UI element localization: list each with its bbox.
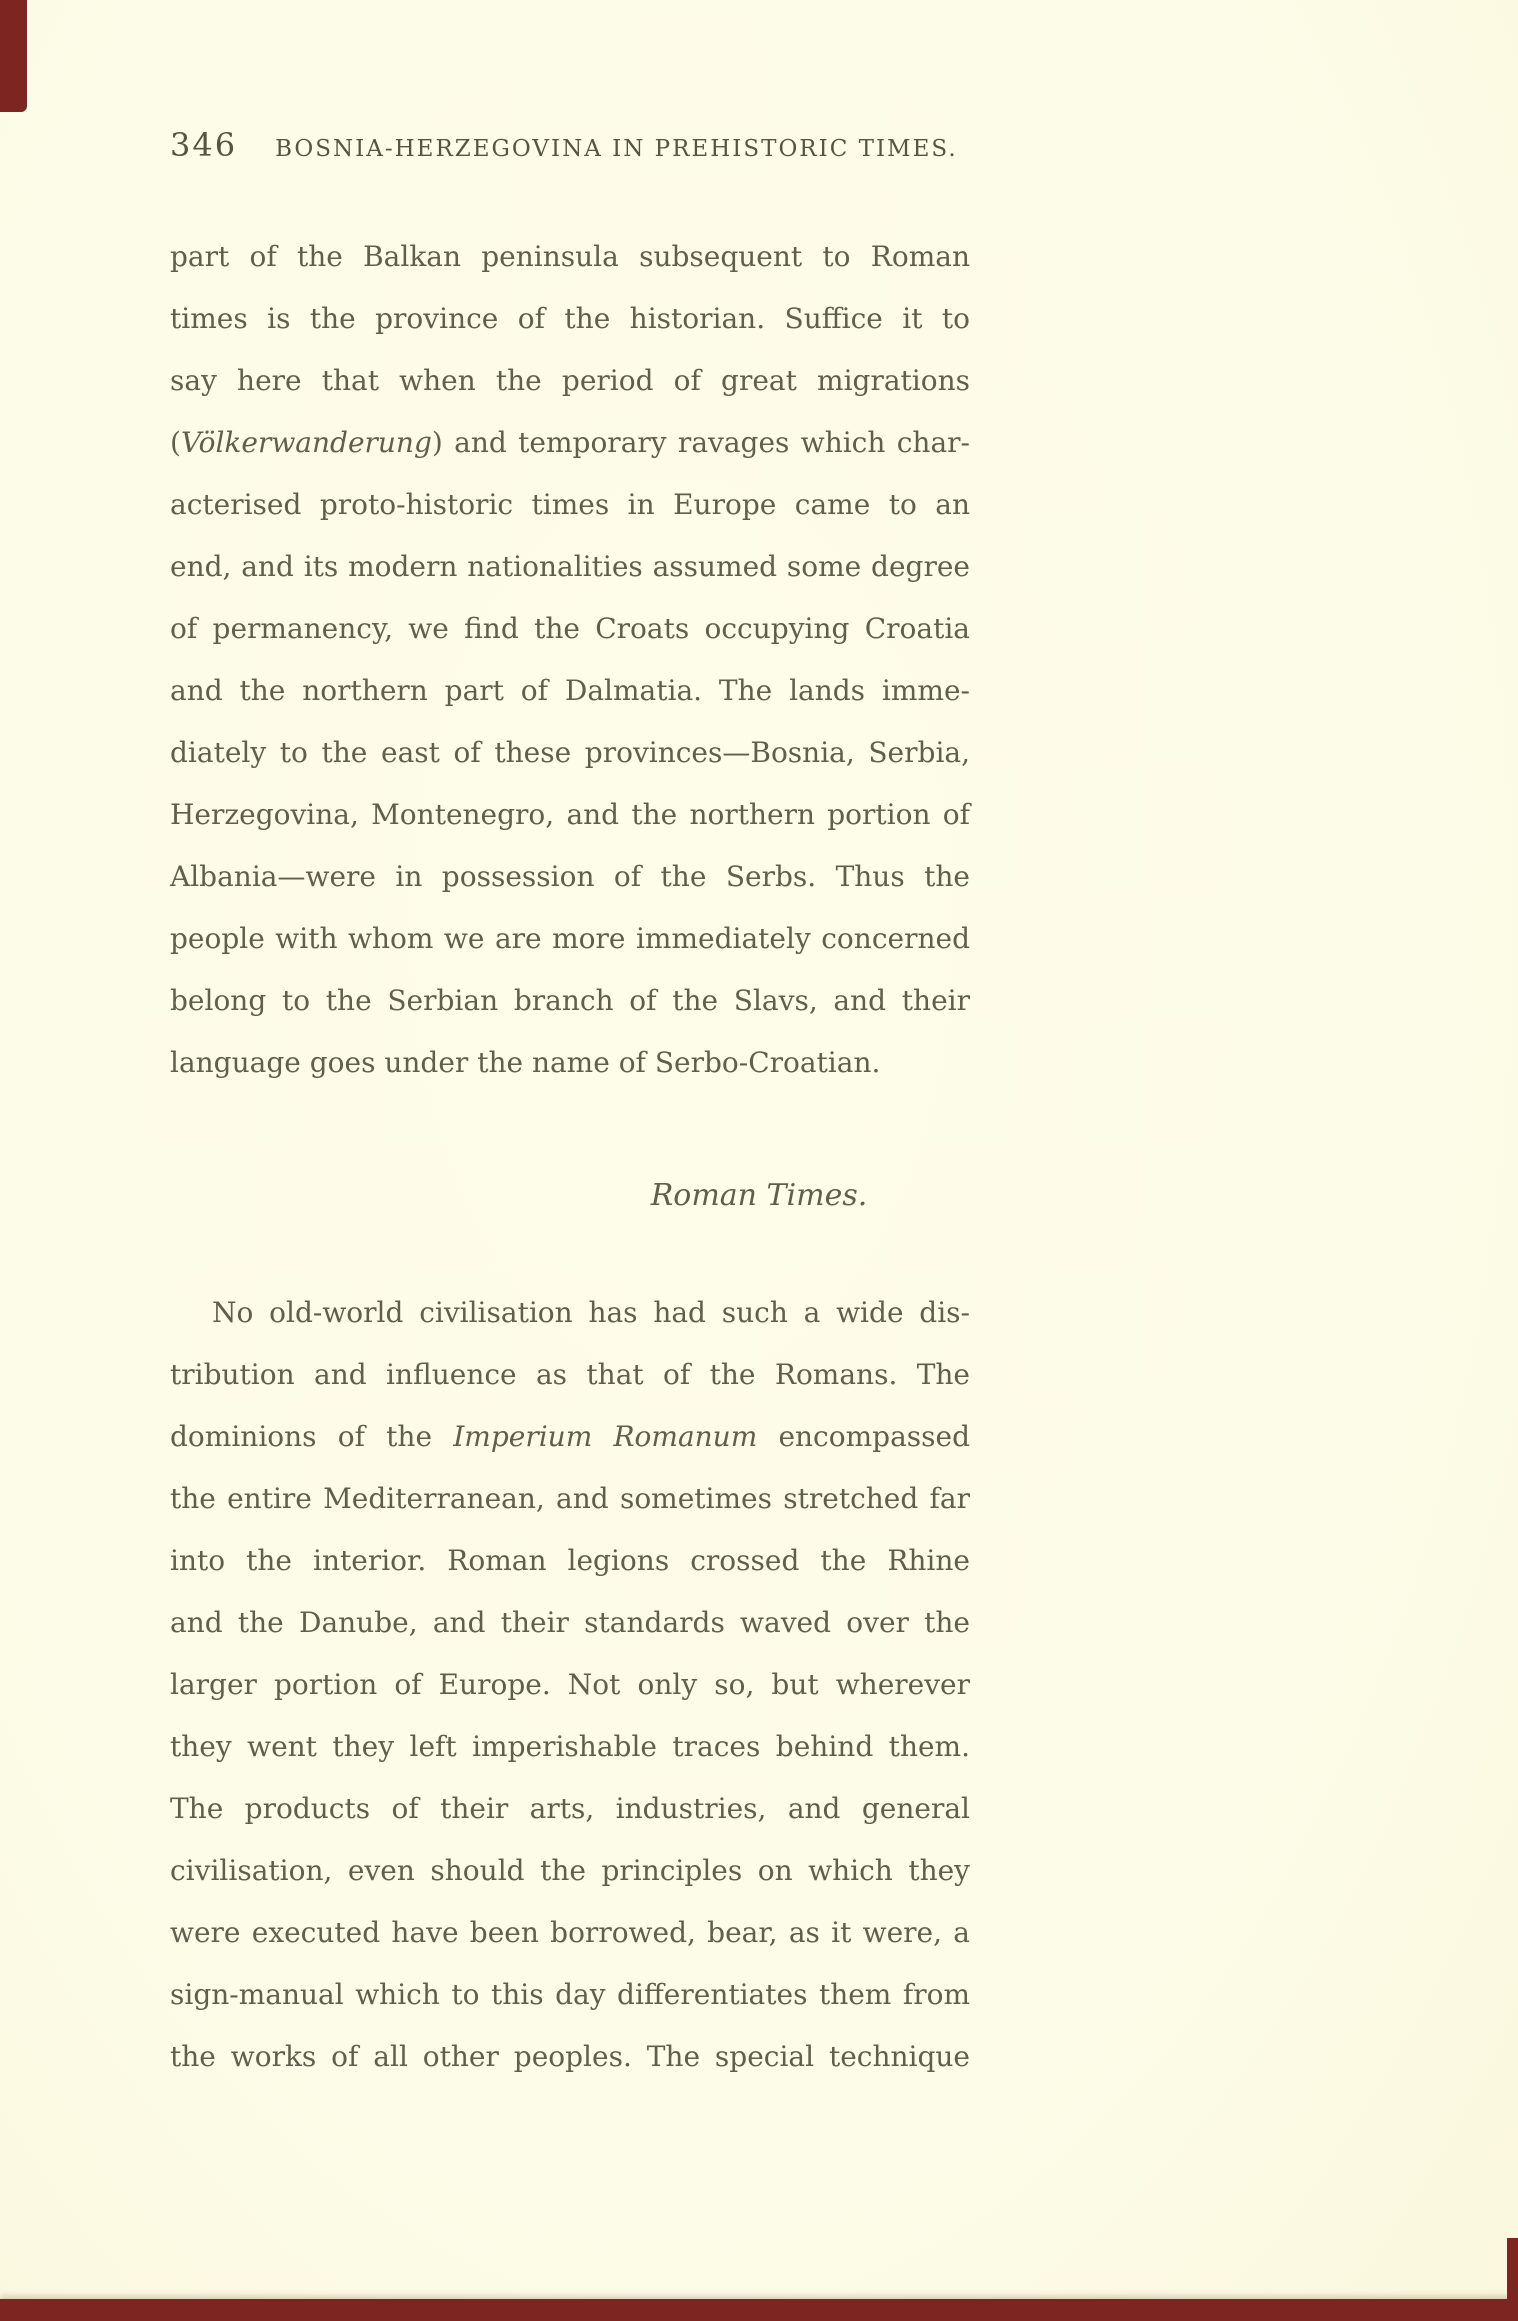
page-number: 346: [170, 126, 238, 164]
book-binding-edge-top-left: [0, 0, 27, 112]
text-line: civilisation, even should the principles on which they: [170, 1854, 970, 1887]
book-binding-edge-bottom: [0, 2299, 1518, 2321]
text-line: end, and its modern nationalities assumed some degree: [170, 550, 970, 583]
text-line: into the interior. Roman legions crossed the Rhine: [170, 1544, 970, 1577]
text-line: No old-world civilisation has had such a wide dis-: [212, 1296, 970, 1329]
text-line: larger portion of Europe. Not only so, but wherever: [170, 1668, 970, 1701]
text-line: belong to the Serbian branch of the Slavs, and their: [170, 984, 970, 1017]
text-line: diately to the east of these provinces—Bosnia, Serbia,: [170, 736, 970, 769]
text-line: sign-manual which to this day differentiates them from: [170, 1978, 970, 2011]
text-line: they went they left imperishable traces behind them.: [170, 1730, 970, 1763]
text-line: people with whom we are more immediately concerned: [170, 922, 970, 955]
text-line: The products of their arts, industries, and general: [170, 1792, 970, 1825]
page-header: [170, 126, 1030, 164]
text-line: tribution and influence as that of the Romans. The: [170, 1358, 970, 1391]
text-line: acterised proto-historic times in Europe came to an: [170, 488, 970, 521]
text-line: say here that when the period of great migrations: [170, 364, 970, 397]
text-line: and the northern part of Dalmatia. The lands imme-: [170, 674, 970, 707]
text-line: dominions of the Imperium Romanum encompassed: [170, 1420, 970, 1453]
text-line: language goes under the name of Serbo-Croatian.: [170, 1046, 881, 1079]
paragraph: [170, 226, 970, 1094]
section-heading: Roman Times.: [650, 1178, 868, 1213]
text-line: the works of all other peoples. The special technique: [170, 2040, 970, 2073]
text-line: (Völkerwanderung) and temporary ravages which char-: [170, 426, 970, 459]
text-line: and the Danube, and their standards waved over the: [170, 1606, 970, 1639]
running-title: BOSNIA-HERZEGOVINA IN PREHISTORIC TIMES.: [275, 136, 958, 162]
italic-text: Imperium Romanum: [453, 1420, 758, 1453]
italic-text: Völkerwanderung: [180, 426, 432, 459]
text-line: times is the province of the historian. Suffice it to: [170, 302, 970, 335]
text-line: the entire Mediterranean, and sometimes stretched far: [170, 1482, 970, 1515]
body-text: [170, 226, 970, 2088]
text-line: of permanency, we find the Croats occupying Croatia: [170, 612, 970, 645]
text-line: part of the Balkan peninsula subsequent to Roman: [170, 240, 970, 273]
text-line: Albania—were in possession of the Serbs. Thus the: [170, 860, 970, 893]
paragraph: [170, 1282, 970, 2088]
text-line: were executed have been borrowed, bear, as it were, a: [170, 1916, 970, 1949]
book-binding-edge-right: [1507, 2238, 1518, 2321]
text-line: Herzegovina, Montenegro, and the northern portion of: [170, 798, 970, 831]
